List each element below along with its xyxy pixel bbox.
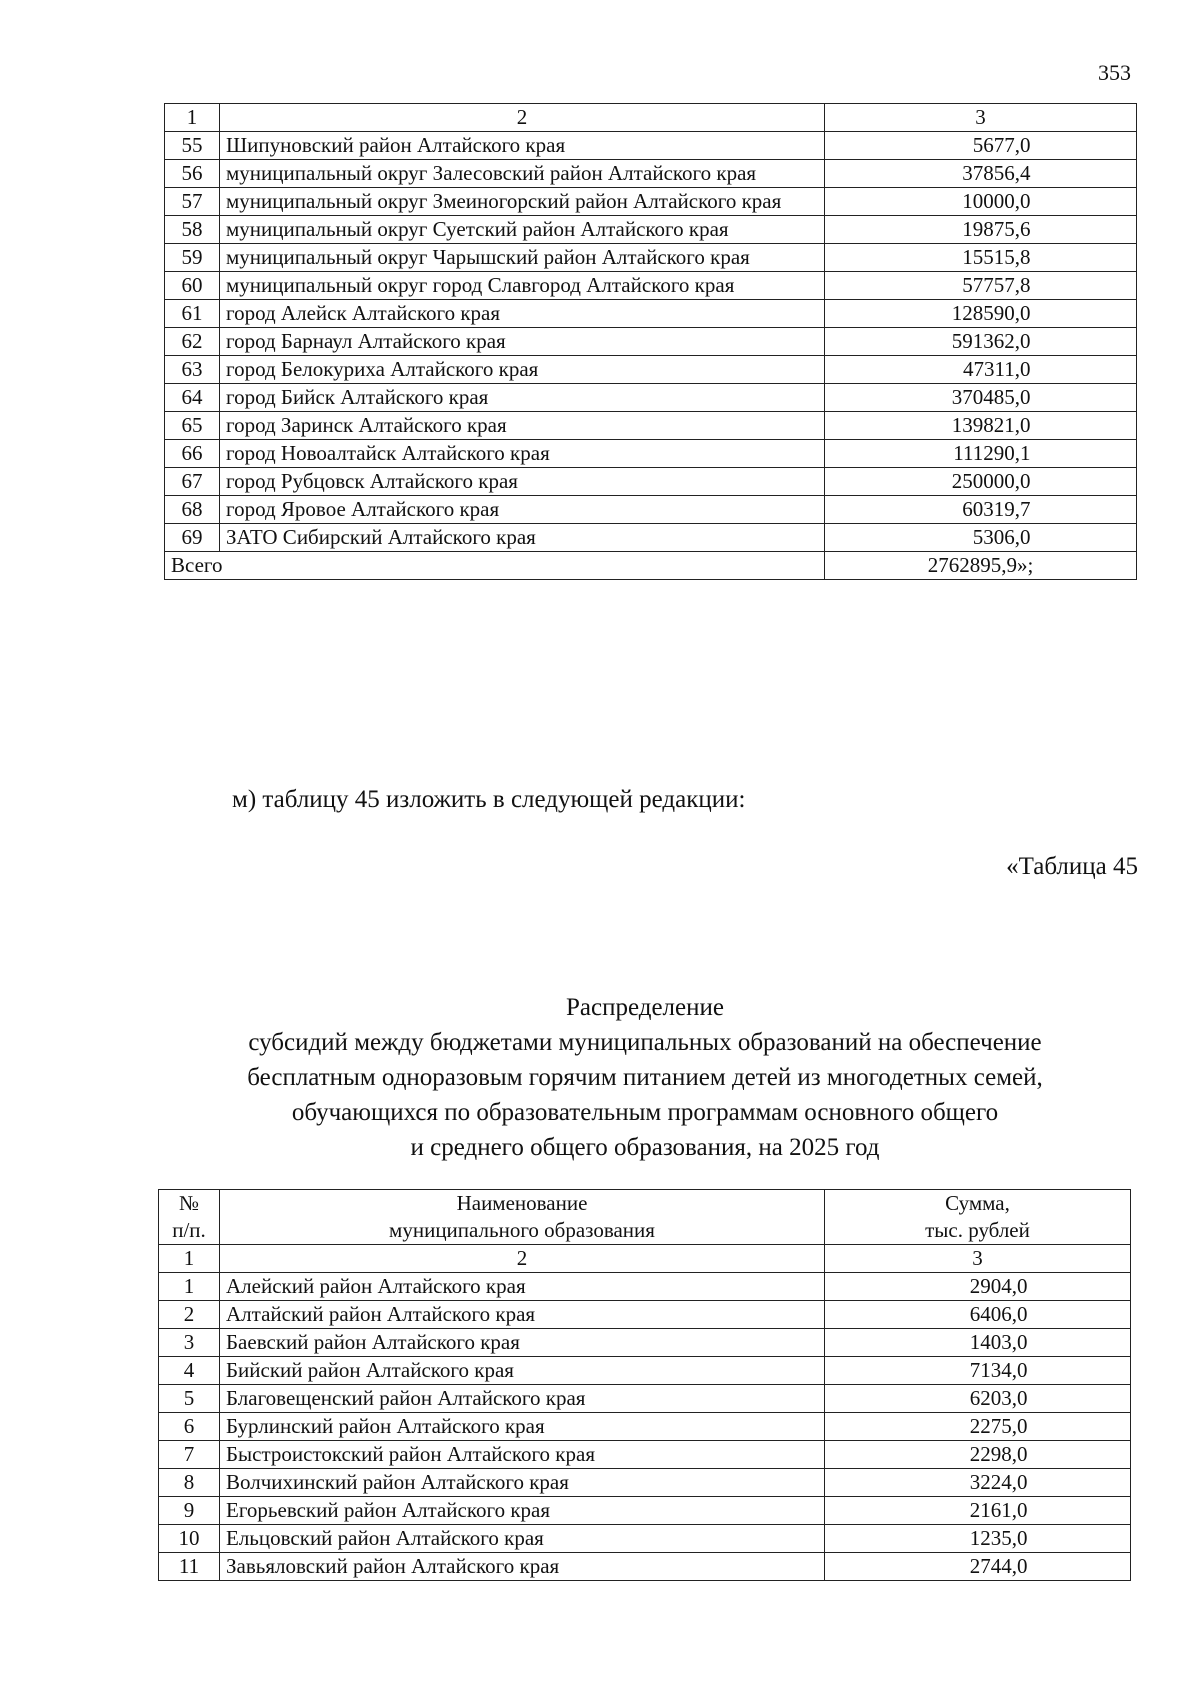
row-name: город Заринск Алтайского края [220,412,825,440]
header-line: муниципального образования [389,1218,655,1242]
row-value-cell [825,216,1137,244]
row-name: Бийский район Алтайского края [220,1357,825,1385]
row-value-cell [825,412,1137,440]
column-index-2: 2 [220,104,825,132]
row-value: 19875,6 [962,217,1031,241]
table-row [159,1553,1131,1581]
row-value: 370485,0 [951,385,1031,409]
table-header-row [165,104,1137,132]
row-number: 58 [165,216,220,244]
title-line: бесплатным одноразовым горячим питанием детей из многодетных семей, [247,1064,1043,1091]
row-value-cell [825,1553,1131,1581]
table-row [165,132,1137,160]
table-row [159,1469,1131,1497]
row-value-cell [825,1357,1131,1385]
header-line: № [178,1191,200,1215]
row-name: город Яровое Алтайского края [220,496,825,524]
row-name: Быстроистокский район Алтайского края [220,1441,825,1469]
header-line: Наименование [456,1191,588,1215]
row-name: муниципальный округ Залесовский район Алтайского края [220,160,825,188]
table-row [159,1441,1131,1469]
instruction-text: м) таблицу 45 изложить в следующей редакции: [232,786,746,813]
row-number: 69 [165,524,220,552]
row-value-cell [825,272,1137,300]
row-name: Волчихинский район Алтайского края [220,1469,825,1497]
row-value-cell [825,524,1137,552]
row-value: 2904,0 [969,1274,1028,1298]
row-name: Алтайский район Алтайского края [220,1301,825,1329]
row-number: 4 [159,1357,220,1385]
row-name: Алейский район Алтайского края [220,1273,825,1301]
row-value-cell [825,244,1137,272]
row-number: 5 [159,1385,220,1413]
row-value-cell [825,496,1137,524]
table-caption: «Таблица 45 [1006,853,1138,880]
row-value-cell [825,188,1137,216]
table-row [165,496,1137,524]
row-name: муниципальный округ Суетский район Алтайского края [220,216,825,244]
row-name: Благовещенский район Алтайского края [220,1385,825,1413]
row-value-cell [825,1329,1131,1357]
row-number: 61 [165,300,220,328]
row-value: 6203,0 [969,1386,1028,1410]
row-value: 111290,1 [953,441,1031,465]
row-value-cell [825,1385,1131,1413]
row-value: 250000,0 [951,469,1031,493]
row-number: 66 [165,440,220,468]
table-header-row [159,1190,1131,1245]
header-line: Сумма, [945,1191,1010,1215]
table-row [159,1413,1131,1441]
row-value-cell [825,132,1137,160]
title-line: и среднего общего образования, на 2025 год [410,1134,880,1161]
row-value: 591362,0 [951,329,1031,353]
row-value-cell [825,1525,1131,1553]
table-row [159,1273,1131,1301]
row-value-cell [825,384,1137,412]
row-value: 5306,0 [972,525,1031,549]
row-value: 2744,0 [969,1554,1028,1578]
row-name: Бурлинский район Алтайского края [220,1413,825,1441]
row-name: Баевский район Алтайского края [220,1329,825,1357]
row-value-cell [825,1497,1131,1525]
row-value: 1235,0 [969,1526,1028,1550]
column-index-3: 3 [825,1245,1131,1273]
row-name: Егорьевский район Алтайского края [220,1497,825,1525]
continued-table [164,103,1137,580]
table-row [165,160,1137,188]
row-value-cell [825,1301,1131,1329]
table-row [159,1301,1131,1329]
row-value: 2275,0 [969,1414,1028,1438]
column-header-name [220,1190,825,1245]
row-value-cell [825,468,1137,496]
row-number: 62 [165,328,220,356]
row-name: муниципальный округ город Славгород Алтайского края [220,272,825,300]
row-number: 65 [165,412,220,440]
row-value-cell [825,356,1137,384]
row-number: 67 [165,468,220,496]
table-row [165,272,1137,300]
table-row [165,216,1137,244]
row-number: 68 [165,496,220,524]
row-name: город Барнаул Алтайского края [220,328,825,356]
table-row [159,1525,1131,1553]
column-index-1: 1 [165,104,220,132]
column-index-2: 2 [220,1245,825,1273]
row-value: 37856,4 [962,161,1031,185]
row-number: 3 [159,1329,220,1357]
row-name: Ельцовский район Алтайского края [220,1525,825,1553]
row-value: 47311,0 [963,357,1031,381]
table-row [165,356,1137,384]
row-value-cell [825,1273,1131,1301]
row-number: 11 [159,1553,220,1581]
total-value [825,552,1137,580]
row-name: город Рубцовск Алтайского края [220,468,825,496]
table-row [159,1385,1131,1413]
title-line: обучающихся по образовательным программам основного общего [291,1099,999,1126]
row-value: 1403,0 [969,1330,1028,1354]
row-value: 3224,0 [969,1470,1028,1494]
table-row [165,244,1137,272]
row-number: 56 [165,160,220,188]
table-row [165,412,1137,440]
row-value-cell [825,160,1137,188]
row-name: муниципальный округ Змеиногорский район Алтайского края [220,188,825,216]
table-row [165,468,1137,496]
row-number: 2 [159,1301,220,1329]
table-row [165,384,1137,412]
row-value-cell [825,300,1137,328]
row-name: город Алейск Алтайского края [220,300,825,328]
row-value: 10000,0 [962,189,1031,213]
table-row [159,1357,1131,1385]
title-line: субсидий между бюджетами муниципальных образований на обеспечение [248,1029,1042,1056]
row-number: 59 [165,244,220,272]
title-line: Распределение [566,994,724,1021]
row-value-cell [825,1441,1131,1469]
row-number: 10 [159,1525,220,1553]
row-value-cell [825,440,1137,468]
row-value: 5677,0 [972,133,1031,157]
table-row [165,328,1137,356]
table-row [159,1497,1131,1525]
table-row [165,524,1137,552]
row-number: 7 [159,1441,220,1469]
row-value: 57757,8 [962,273,1031,297]
total-label: Всего [165,552,825,580]
row-name: Шипуновский район Алтайского края [220,132,825,160]
total-row [165,552,1137,580]
row-name: ЗАТО Сибирский Алтайского края [220,524,825,552]
row-value: 6406,0 [969,1302,1028,1326]
column-header-number [159,1190,220,1245]
row-name: город Бийск Алтайского края [220,384,825,412]
row-number: 57 [165,188,220,216]
row-value: 2161,0 [969,1498,1028,1522]
row-value: 60319,7 [962,497,1031,521]
table-title [150,990,1140,1165]
row-value: 15515,8 [962,245,1031,269]
row-name: город Новоалтайск Алтайского края [220,440,825,468]
row-number: 1 [159,1273,220,1301]
row-value: 7134,0 [969,1358,1028,1382]
row-name: город Белокуриха Алтайского края [220,356,825,384]
row-number: 63 [165,356,220,384]
row-value-cell [825,1413,1131,1441]
header-line: тыс. рублей [925,1218,1030,1242]
row-number: 60 [165,272,220,300]
row-value-cell [825,1469,1131,1497]
column-header-sum [825,1190,1131,1245]
subsidy-table [158,1189,1131,1581]
column-index-row [159,1245,1131,1273]
row-number: 9 [159,1497,220,1525]
row-value: 139821,0 [951,413,1031,437]
table-row [165,188,1137,216]
row-number: 64 [165,384,220,412]
row-value: 2298,0 [969,1442,1028,1466]
row-value: 128590,0 [951,301,1031,325]
page-number: 353 [1098,60,1131,85]
total-value-text: 2762895,9»; [927,553,1034,577]
row-name: муниципальный округ Чарышский район Алтайского края [220,244,825,272]
row-value-cell [825,328,1137,356]
row-number: 8 [159,1469,220,1497]
header-line: п/п. [172,1218,206,1242]
table-row [165,440,1137,468]
row-name: Завьяловский район Алтайского края [220,1553,825,1581]
table-row [159,1329,1131,1357]
row-number: 6 [159,1413,220,1441]
column-index-3: 3 [825,104,1137,132]
row-number: 55 [165,132,220,160]
column-index-1: 1 [159,1245,220,1273]
table-row [165,300,1137,328]
